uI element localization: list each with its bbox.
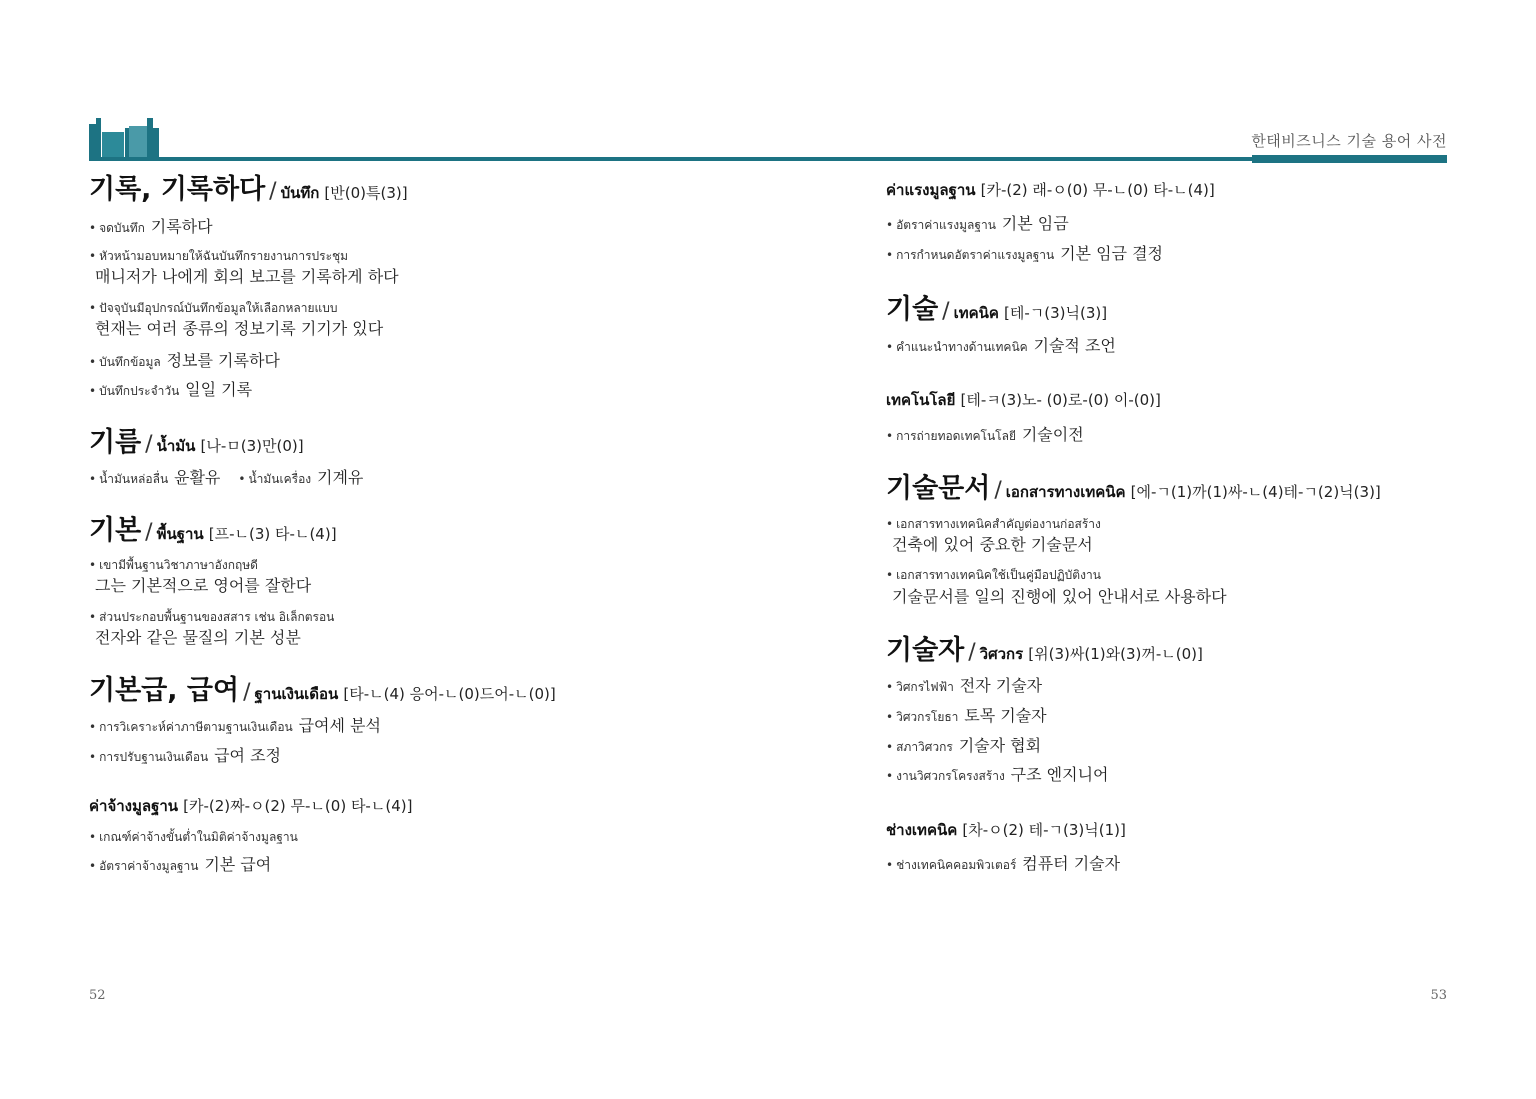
thai-term: เอกสารทางเทคนิค <box>1005 483 1126 502</box>
entry-heading: 기록, 기록하다 / บันทึก [반(0)특(3)] <box>89 174 408 205</box>
example-korean: 기술문서를 일의 진행에 있어 안내서로 사용하다 <box>892 586 1227 606</box>
entry-heading: 기름 / น้ำมัน [나-ㅁ(3)만(0)] <box>89 426 304 458</box>
example: • การปรับฐานเงินเดือน 급여 조정 <box>89 745 281 765</box>
thai-term: บันทึก <box>280 184 320 202</box>
entry <box>89 427 779 489</box>
example-korean: 기계유 <box>316 468 364 488</box>
example: • ปัจจุบันมีอุปกรณ์บันทึกข้อมูลให้เลือกหลายแบบ 현재는 여러 종류의 정보기록 기기가 있다 <box>89 300 779 340</box>
korean-term: 기술 <box>886 294 939 326</box>
example: • เอกสารทางเทคนิคใช้เป็นคู่มือปฏิบัติงาน 기술문서를 일의 진행에 있어 안내서로 사용하다 <box>886 567 1466 607</box>
thai-term: น้ำมัน <box>156 436 196 455</box>
thai-term: ค่าจ้างมูลฐาน <box>89 797 179 816</box>
example-thai: เอกสารทางเทคนิคใช้เป็นคู่มือปฏิบัติงาน <box>896 568 1101 583</box>
korean-term: 기록, 기록하다 <box>89 174 266 205</box>
thai-term: ค่าแรงมูลฐาน <box>886 181 976 199</box>
pronunciation: [타-ㄴ(4) 응어-ㄴ(0)드어-ㄴ(0)] <box>343 684 556 703</box>
entry-heading <box>886 390 1466 409</box>
example-thai: การกำหนดอัตราค่าแรงมูลฐาน <box>896 247 1055 262</box>
example: • การวิเคราะห์ค่าภาษีตามฐานเงินเดือน 급여세 분석 <box>89 716 381 736</box>
example-thai: คำแนะนำทางด้านเทคนิค <box>896 339 1028 354</box>
entry <box>89 515 779 649</box>
entry <box>886 635 1466 786</box>
example-thai: เกณฑ์ค่าจ้างขั้นต่ำในมิติค่าจ้างมูลฐาน <box>99 830 298 845</box>
example-thai: จดบันทึก <box>99 221 145 236</box>
example: • เขามีพื้นฐานวิชาภาษาอังกฤษดี 그는 기본적으로 영어를 잘한다 <box>89 557 779 597</box>
example-thai: การวิเคราะห์ค่าภาษีตามฐานเงินเดือน <box>99 720 293 735</box>
example-thai: วิศกรไฟฟ้า <box>896 680 954 695</box>
example: • คำแนะนำทางด้านเทคนิค 기술적 조언 <box>886 335 1116 355</box>
entry-heading: 기본급, 급여 / ฐานเงินเดือน [타-ㄴ(4) 응어-ㄴ(0)드어-ㄴ(0)] <box>89 674 556 706</box>
korean-term: 기술자 <box>886 635 965 667</box>
example-thai: สภาวิศวกร <box>896 739 953 754</box>
example: • ช่างเทคนิคคอมพิวเตอร์ 컴퓨터 기술자 <box>886 854 1121 874</box>
pronunciation: [에-ㄱ(1)까(1)싸-ㄴ(4)테-ㄱ(2)닉(3)] <box>1130 483 1381 502</box>
example: • บันทึกประจำวัน 일일 기록 <box>89 380 253 400</box>
example-korean: 기술적 조언 <box>1033 335 1116 355</box>
entry <box>89 796 779 875</box>
example-korean: 기술자 협회 <box>958 735 1042 755</box>
header-rule <box>89 157 1447 161</box>
thai-term: พื้นฐาน <box>156 524 204 543</box>
entry-heading <box>89 796 779 815</box>
example: • สภาวิศวกร 기술자 협회 <box>886 735 1042 755</box>
left-page-column <box>89 172 779 875</box>
example-korean: 전자와 같은 물질의 기본 성분 <box>95 628 301 648</box>
pronunciation: [반(0)특(3)] <box>324 184 408 202</box>
pronunciation: [차-ㅇ(2) 테-ㄱ(3)닉(1)] <box>962 820 1126 839</box>
pronunciation: [테-ㄱ(3)닉(3)] <box>1004 304 1108 323</box>
entry <box>886 390 1466 445</box>
entry-heading: 기술 / เทคนิค [테-ㄱ(3)닉(3)] <box>886 294 1108 326</box>
example-korean: 기본 임금 결정 <box>1060 243 1164 263</box>
pronunciation: [나-ㅁ(3)만(0)] <box>200 436 304 455</box>
korean-term: 기름 <box>89 426 142 458</box>
entry-heading <box>886 820 1466 839</box>
example: • อัตราค่าจ้างมูลฐาน 기본 급여 <box>89 854 272 874</box>
example-korean: 구조 엔지니어 <box>1010 765 1109 785</box>
example: • วิศวกรโยธา 토목 기술자 <box>886 706 1047 726</box>
example-thai: เขามีพื้นฐานวิชาภาษาอังกฤษดี <box>99 558 258 573</box>
example-korean: 전자 기술자 <box>959 676 1043 696</box>
entry-heading: 기술문서 / เอกสารทางเทคนิค [에-ㄱ(1)까(1)싸-ㄴ(4)테-ㄱ(2)닉(3)] <box>886 473 1381 505</box>
example-thai: อัตราค่าแรงมูลฐาน <box>896 218 996 233</box>
entry-heading: 기본 / พื้นฐาน [프-ㄴ(3) 타-ㄴ(4)] <box>89 514 337 546</box>
example-thai: หัวหน้ามอบหมายให้ฉันบันทึกรายงานการประชุม <box>99 248 349 263</box>
example: • เอกสารทางเทคนิคสำคัญต่องานก่อสร้าง 건축에 있어 중요한 기술문서 <box>886 516 1466 556</box>
example-thai: น้ำมันหล่อลื่น <box>99 472 169 487</box>
example-korean: 현재는 여러 종류의 정보기록 기기가 있다 <box>95 318 384 338</box>
pronunciation: [카-(2)짜-ㅇ(2) 무-ㄴ(0) 타-ㄴ(4)] <box>183 797 413 816</box>
example: • เกณฑ์ค่าจ้างขั้นต่ำในมิติค่าจ้างมูลฐาน <box>89 830 298 845</box>
example-thai: เอกสารทางเทคนิคสำคัญต่องานก่อสร้าง <box>896 516 1101 531</box>
example: • วิศกรไฟฟ้า 전자 기술자 <box>886 676 1043 696</box>
right-page-column <box>886 172 1466 875</box>
entry-heading: 기술자 / วิศวกร [위(3)싸(1)와(3)꺼-ㄴ(0)] <box>886 635 1203 667</box>
pronunciation: [위(3)싸(1)와(3)꺼-ㄴ(0)] <box>1028 645 1203 664</box>
example-korean: 급여세 분석 <box>298 716 381 736</box>
example-thai: การถ่ายทอดเทคโนโลยี <box>896 428 1016 443</box>
example: • อัตราค่าแรงมูลฐาน 기본 임금 <box>886 214 1069 234</box>
pronunciation: [프-ㄴ(3) 타-ㄴ(4)] <box>208 524 337 543</box>
page-number-left: 52 <box>89 988 106 1003</box>
entry <box>886 180 1466 264</box>
entry <box>886 473 1466 607</box>
example-thai: อัตราค่าจ้างมูลฐาน <box>99 858 199 873</box>
korean-term: 기술문서 <box>886 473 991 505</box>
example: • งานวิศวกรโครงสร้าง 구조 엔지니어 <box>886 765 1109 785</box>
example-korean: 컴퓨터 기술자 <box>1022 854 1121 874</box>
example: • จดบันทึก 기록하다 <box>89 217 213 237</box>
thai-term: เทคนิค <box>953 304 999 323</box>
example: • การกำหนดอัตราค่าแรงมูลฐาน 기본 임금 결정 <box>886 243 1164 263</box>
example-thai: บันทึกข้อมูล <box>99 354 161 369</box>
example-korean: 기술이전 <box>1021 424 1084 444</box>
example-thai: ปัจจุบันมีอุปกรณ์บันทึกข้อมูลให้เลือกหลายแบบ <box>99 300 338 315</box>
example-korean: 정보를 기록하다 <box>166 350 280 370</box>
example: • บันทึกข้อมูล 정보를 기록하다 <box>89 350 280 370</box>
pronunciation: [카-(2) 래-ㅇ(0) 무-ㄴ(0) 타-ㄴ(4)] <box>980 181 1215 199</box>
header-accent-bar <box>1252 155 1447 163</box>
thai-term: ฐานเงินเดือน <box>254 684 339 703</box>
example-thai: วิศวกรโยธา <box>896 710 959 725</box>
entry-heading <box>886 180 1466 199</box>
thai-term: ช่างเทคนิค <box>886 820 958 839</box>
example: • น้ำมันหล่อลื่น 윤활유 • น้ำมันเครื่อง 기계유 <box>89 468 364 488</box>
example: • ส่วนประกอบพื้นฐานของสสาร เช่น อิเล็กตรอน 전자와 같은 물질의 기본 성분 <box>89 609 779 649</box>
example-korean: 건축에 있어 중요한 기술문서 <box>892 534 1093 554</box>
example-korean: 그는 기본적으로 영어를 잘한다 <box>95 576 312 596</box>
example-korean: 급여 조정 <box>214 745 281 765</box>
example-thai: การปรับฐานเงินเดือน <box>99 749 209 764</box>
pronunciation: [테-ㅋ(3)노- (0)로-(0) 이-(0)] <box>960 391 1161 410</box>
example-korean: 매니저가 나에게 회의 보고를 기록하게 하다 <box>95 267 399 287</box>
entry <box>89 675 779 767</box>
example-korean: 윤활유 <box>174 468 221 488</box>
example-thai: บันทึกประจำวัน <box>99 384 180 399</box>
book-title: 한태비즈니스 기술 용어 사전 <box>1251 132 1447 150</box>
book-logo-icon <box>89 118 159 160</box>
thai-term: วิศวกร <box>979 645 1024 664</box>
example: • การถ่ายทอดเทคโนโลยี 기술이전 <box>886 424 1084 444</box>
example-thai: น้ำมันเครื่อง <box>248 472 312 487</box>
entry <box>886 294 1466 356</box>
example-thai: ส่วนประกอบพื้นฐานของสสาร เช่น อิเล็กตรอน <box>99 609 335 624</box>
example-korean: 기록하다 <box>150 217 213 237</box>
korean-term: 기본급, 급여 <box>89 674 240 706</box>
example-korean: 기본 급여 <box>204 854 272 874</box>
example: • หัวหน้ามอบหมายให้ฉันบันทึกรายงานการประชุม 매니저가 나에게 회의 보고를 기록하게 하다 <box>89 248 779 288</box>
page-number-right: 53 <box>1430 988 1447 1003</box>
example-thai: งานวิศวกรโครงสร้าง <box>896 769 1005 784</box>
example-korean: 일일 기록 <box>185 380 253 400</box>
entry <box>89 174 779 401</box>
example-korean: 기본 임금 <box>1001 214 1069 234</box>
example-thai: ช่างเทคนิคคอมพิวเตอร์ <box>896 858 1017 873</box>
thai-term: เทคโนโลยี <box>886 391 956 410</box>
korean-term: 기본 <box>89 514 142 546</box>
entry <box>886 820 1466 875</box>
example-korean: 토목 기술자 <box>964 706 1047 726</box>
